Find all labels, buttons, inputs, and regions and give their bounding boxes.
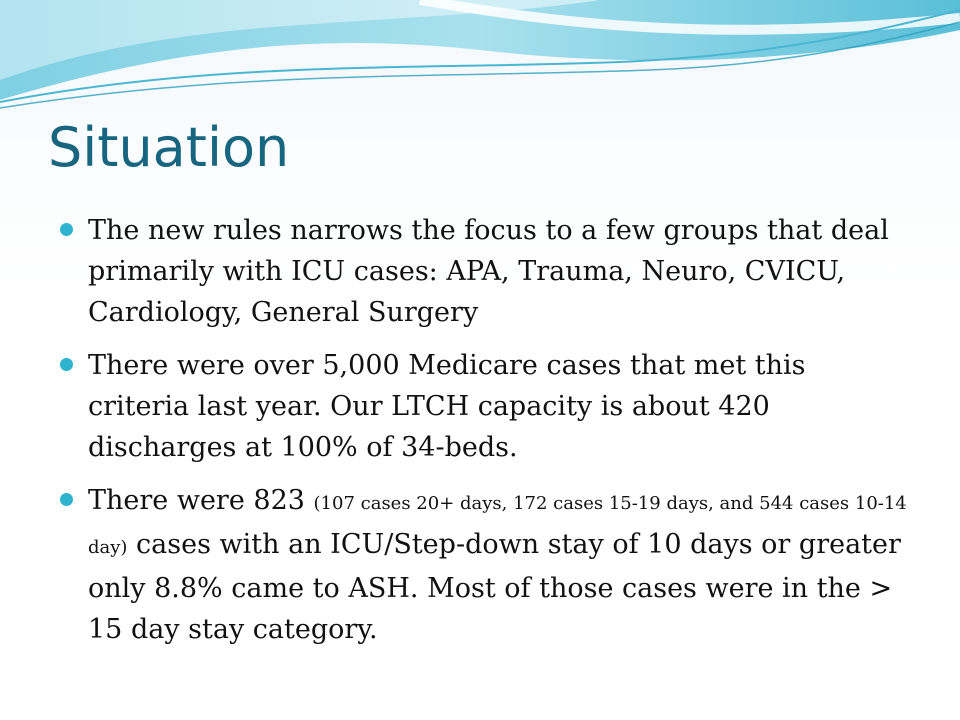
- bullet-text: There were over 5,000 Medicare cases that met this criteria last year. Our LTCH capacity is about 420 discharges at 100% of 34-beds.: [88, 350, 806, 463]
- bullet-item: [60, 210, 910, 333]
- bullet-list: [60, 210, 910, 662]
- bullet-dot-icon: [60, 223, 73, 236]
- bullet-text-detail: (107 cases 20+ days, 172 cases 15-19 days, and 544 cases 10-14 day): [88, 493, 907, 558]
- bullet-text-lead: There were 823: [88, 485, 314, 516]
- header-wave-decoration: [0, 0, 960, 120]
- bullet-text-tail: cases with an ICU/Step-down stay of 10 days or greater only 8.8% came to ASH. Most of those cases were in the > 15 day stay category.: [88, 529, 901, 645]
- slide-title: Situation: [48, 116, 290, 179]
- bullet-item: [60, 480, 910, 650]
- bullet-item: [60, 345, 910, 468]
- bullet-text: The new rules narrows the focus to a few groups that deal primarily with ICU cases: APA, Trauma, Neuro, CVICU, Cardiology, General Surgery: [88, 215, 889, 328]
- bullet-dot-icon: [60, 358, 73, 371]
- bullet-dot-icon: [60, 493, 73, 506]
